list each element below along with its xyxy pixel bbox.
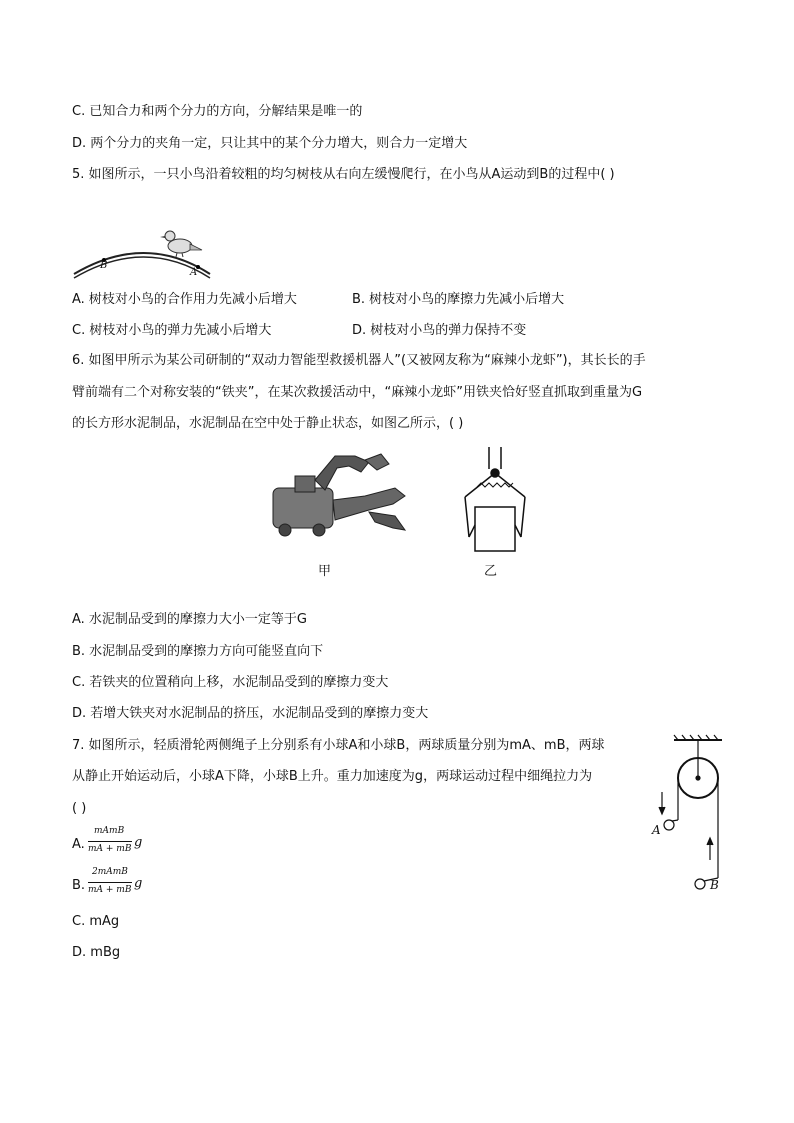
q6-option-c: C. 若铁夹的位置稍向上移，水泥制品受到的摩擦力变大: [72, 675, 389, 690]
q6-stem-line2: 臂前端有二个对称安装的“铁夹”，在某次救援活动中，“麻辣小龙虾”用铁夹恰好竖直抓取到重量为G: [72, 385, 643, 400]
q7-option-b-denominator: mA + mB: [88, 885, 132, 895]
q7-stem-line2: 从静止开始运动后，小球A下降，小球B上升。重力加速度为g，两球运动过程中细绳拉力为: [72, 769, 593, 784]
q6-stem-line3: 的长方形水泥制品，水泥制品在空中处于静止状态，如图乙所示，( ): [72, 416, 464, 431]
q5-label-a: A: [190, 267, 198, 278]
q7-stem-line1: 7. 如图所示，轻质滑轮两侧绳子上分别系有小球A和小球B，两球质量分别为mA、mB，两球: [72, 738, 605, 753]
q7-option-a-suffix: g: [134, 835, 143, 850]
q7-label-a: A: [652, 823, 661, 837]
q7-option-b-prefix: B.: [72, 878, 86, 893]
pulley-svg: [650, 732, 730, 902]
q6-stem-line1: 6. 如图甲所示为某公司研制的“双动力智能型救援机器人”(又被网友称为“麻辣小龙虾”)，其长长的手: [72, 353, 646, 368]
q5-stem: 5. 如图所示，一只小鸟沿着较粗的均匀树枝从右向左缓慢爬行，在小鸟从A运动到B的过程中( ): [72, 167, 615, 182]
q5-option-d: D. 树枝对小鸟的弹力保持不变: [352, 323, 527, 338]
q7-option-a-numerator: mAmB: [94, 826, 125, 836]
q7-option-b-suffix: g: [134, 876, 143, 891]
q7-option-d: D. mBg: [72, 945, 121, 960]
branch-figure-svg: [70, 222, 220, 282]
q5-bird-branch-figure: [70, 222, 220, 282]
q6-robot-figure: [265, 450, 415, 550]
iron-clamp-svg: [455, 447, 535, 557]
q6-label-jia: 甲: [318, 564, 332, 579]
q7-option-b-numerator: 2mAmB: [92, 867, 128, 877]
q5-option-c: C. 树枝对小鸟的弹力先减小后增大: [72, 323, 272, 338]
q7-option-a-prefix: A.: [72, 837, 85, 852]
q7-pulley-figure: [650, 732, 730, 902]
q7-option-b-fraction: [88, 867, 134, 901]
q7-option-a-denominator: mA + mB: [88, 844, 132, 854]
q4-option-d: D. 两个分力的夹角一定，只让其中的某个分力增大，则合力一定增大: [72, 136, 468, 151]
q6-option-d: D. 若增大铁夹对水泥制品的挤压，水泥制品受到的摩擦力变大: [72, 706, 429, 721]
q7-option-b-fraction-bar: [88, 882, 132, 883]
q7-option-c: C. mAg: [72, 914, 120, 929]
q4-option-c: C. 已知合力和两个分力的方向，分解结果是唯一的: [72, 104, 363, 119]
bird-icon: [160, 231, 202, 257]
q7-option-a-fraction: [88, 826, 134, 860]
q7-label-b: B: [710, 878, 719, 892]
q6-option-b: B. 水泥制品受到的摩擦力方向可能竖直向下: [72, 644, 324, 659]
q6-label-yi: 乙: [484, 564, 498, 579]
q6-option-a: A. 水泥制品受到的摩擦力大小一定等于G: [72, 612, 308, 627]
q6-clamp-figure: [455, 447, 535, 557]
q5-option-a: A. 树枝对小鸟的合作用力先减小后增大: [72, 292, 297, 307]
q5-label-b: B: [100, 260, 108, 271]
robot-lobster-svg: [265, 450, 415, 550]
q5-option-b: B. 树枝对小鸟的摩擦力先减小后增大: [352, 292, 565, 307]
q7-stem-line3: ( ): [72, 801, 87, 816]
q7-option-a-fraction-bar: [88, 841, 132, 842]
